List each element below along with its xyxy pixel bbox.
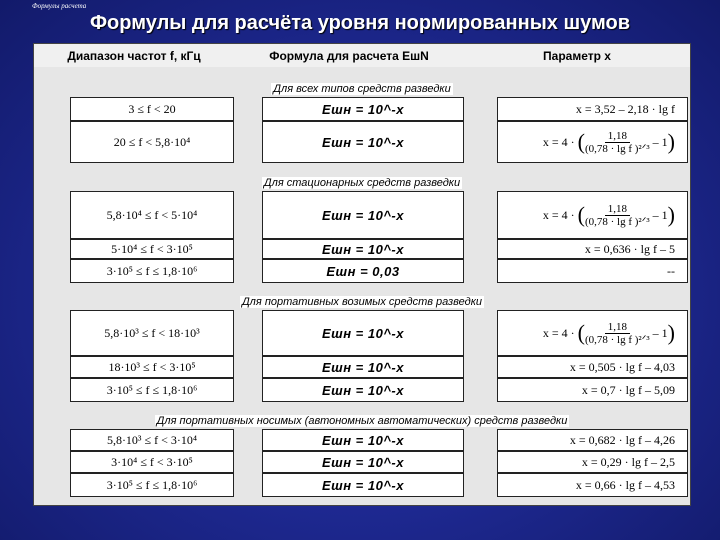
paren-right: ) (667, 202, 675, 227)
formula-cell: Eшн = 10^-x (262, 121, 464, 163)
fraction-denominator: (0,78 · lg f )²ᐟ³ (584, 142, 650, 155)
param-cell (497, 121, 688, 163)
param-fraction (585, 203, 650, 228)
param-suffix: – 1 (652, 325, 668, 340)
range-cell: 18·10³ ≤ f < 3·10⁵ (70, 356, 234, 378)
param-cell: x = 3,52 – 2,18 · lg f (497, 97, 688, 121)
param-prefix: x = 4 · (542, 134, 575, 149)
formula-cell: Eшн = 10^-x (262, 451, 464, 473)
param-fraction (585, 130, 650, 155)
fraction-numerator: 1,18 (605, 203, 630, 216)
range-cell: 3·10⁵ ≤ f ≤ 1,8·10⁶ (70, 259, 234, 283)
section-label (34, 177, 690, 189)
formula-cell: Eшн = 10^-x (262, 378, 464, 402)
range-cell: 5,8·10³ ≤ f < 18·10³ (70, 310, 234, 356)
fraction-denominator: (0,78 · lg f )²ᐟ³ (584, 333, 650, 346)
paren-right: ) (667, 129, 675, 154)
corner-label: Формулы расчета (32, 2, 87, 10)
param-cell: x = 0,29 · lg f – 2,5 (497, 451, 688, 473)
param-suffix: – 1 (652, 207, 668, 222)
section-label-text: Для портативных носимых (автономных автоматических) средств разведки (156, 415, 568, 427)
section-label-text: Для портативных возимых средств разведки (241, 296, 483, 308)
section-label (34, 83, 690, 95)
range-cell: 3·10⁴ ≤ f < 3·10⁵ (70, 451, 234, 473)
header-param: Параметр x (464, 44, 690, 67)
range-cell: 5,8·10⁴ ≤ f < 5·10⁴ (70, 191, 234, 239)
formula-cell: Eшн = 10^-x (262, 473, 464, 497)
formula-cell: Eшн = 10^-x (262, 356, 464, 378)
formula-table (33, 43, 691, 506)
param-cell: x = 0,7 · lg f – 5,09 (497, 378, 688, 402)
section-label-text: Для стационарных средств разведки (263, 177, 461, 189)
formula-cell: Eшн = 10^-x (262, 429, 464, 451)
range-cell: 5·10⁴ ≤ f < 3·10⁵ (70, 239, 234, 259)
formula-cell: Eшн = 10^-x (262, 97, 464, 121)
paren-left: ( (577, 129, 585, 154)
param-cell: x = 0,636 · lg f – 5 (497, 239, 688, 259)
param-cell (497, 310, 688, 356)
param-cell: -- (497, 259, 688, 283)
fraction-numerator: 1,18 (605, 130, 630, 143)
paren-right: ) (667, 320, 675, 345)
slide-title: Формулы для расчёта уровня нормированных шумов (89, 12, 631, 34)
header-formula: Формула для расчета ЕшN (234, 44, 464, 67)
formula-cell: Eшн = 10^-x (262, 310, 464, 356)
range-cell: 3·10⁵ ≤ f ≤ 1,8·10⁶ (70, 378, 234, 402)
formula-cell: Eшн = 10^-x (262, 239, 464, 259)
param-prefix: x = 4 · (542, 207, 575, 222)
range-cell: 3 ≤ f < 20 (70, 97, 234, 121)
range-cell: 5,8·10³ ≤ f < 3·10⁴ (70, 429, 234, 451)
param-suffix: – 1 (652, 134, 668, 149)
section-label (34, 296, 690, 308)
range-cell: 3·10⁵ ≤ f ≤ 1,8·10⁶ (70, 473, 234, 497)
header-range: Диапазон частот f, кГц (34, 44, 234, 67)
range-cell: 20 ≤ f < 5,8·10⁴ (70, 121, 234, 163)
fraction-numerator: 1,18 (605, 321, 630, 334)
formula-cell: Eшн = 0,03 (262, 259, 464, 283)
section-label (34, 415, 690, 427)
param-cell: x = 0,505 · lg f – 4,03 (497, 356, 688, 378)
param-prefix: x = 4 · (542, 325, 575, 340)
fraction-denominator: (0,78 · lg f )²ᐟ³ (584, 215, 650, 228)
paren-left: ( (577, 202, 585, 227)
param-cell (497, 191, 688, 239)
param-fraction (585, 321, 650, 346)
formula-cell: Eшн = 10^-x (262, 191, 464, 239)
param-cell: x = 0,66 · lg f – 4,53 (497, 473, 688, 497)
section-label-text: Для всех типов средств разведки (273, 83, 451, 95)
paren-left: ( (577, 320, 585, 345)
param-cell: x = 0,682 · lg f – 4,26 (497, 429, 688, 451)
